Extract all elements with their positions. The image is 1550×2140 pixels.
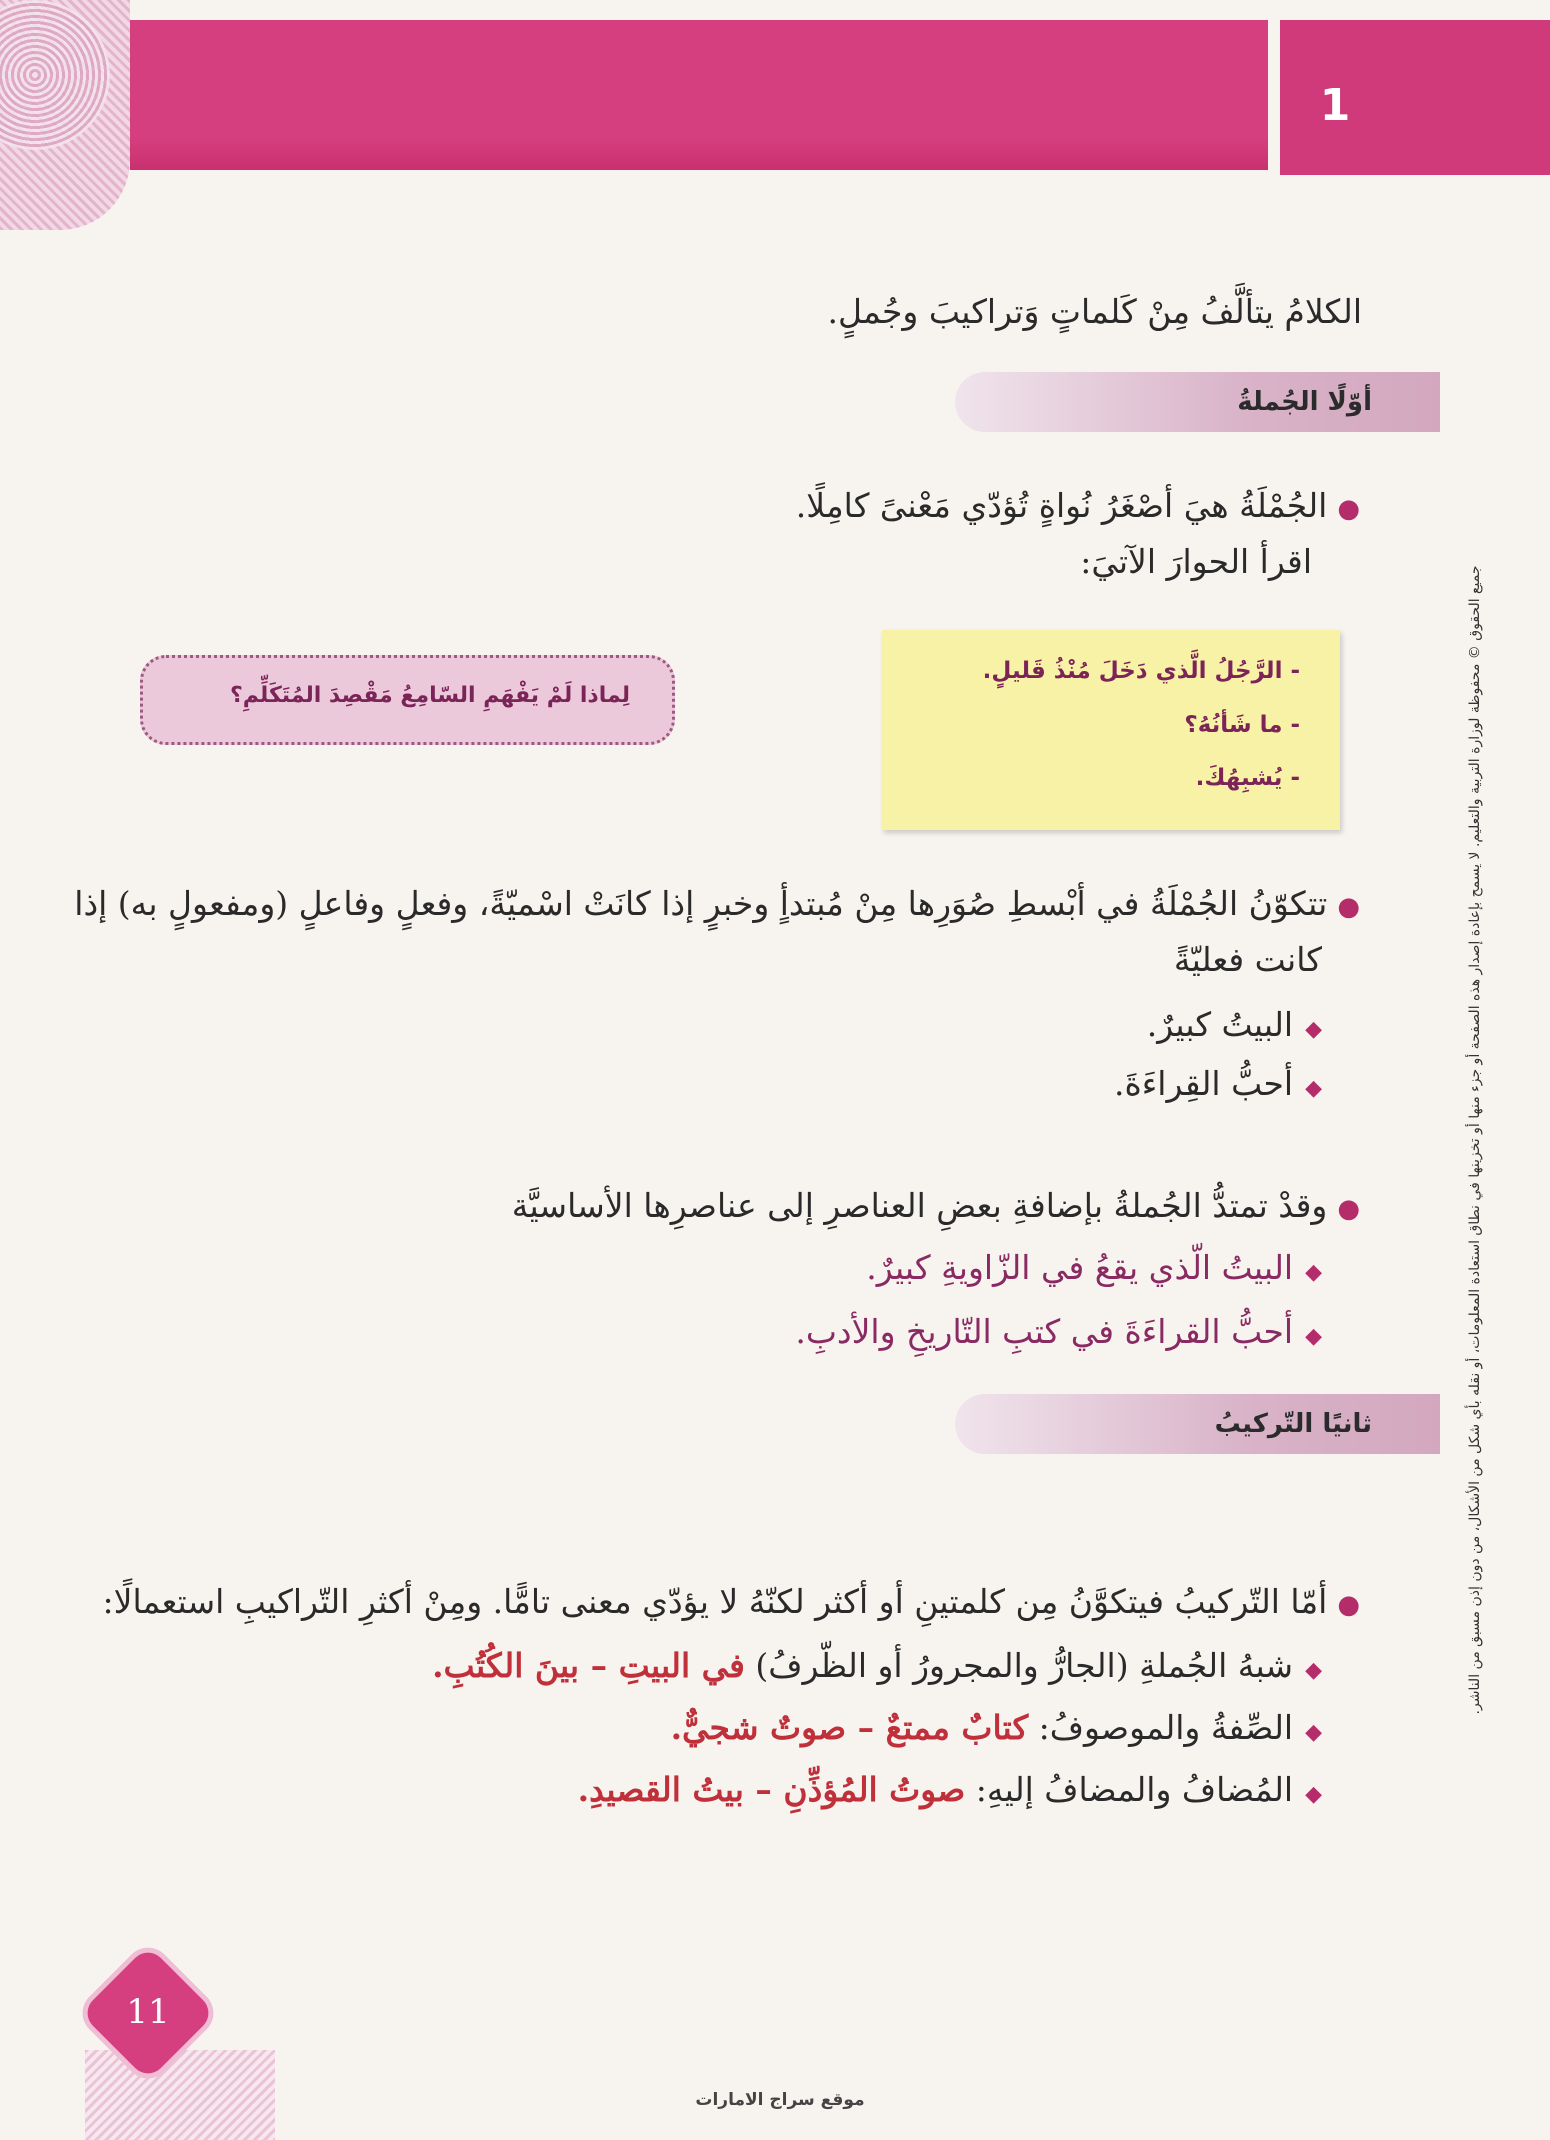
example-text: البيتُ كبيرٌ. xyxy=(1146,1005,1294,1044)
diamond-bullet-icon: ◆ xyxy=(1305,1324,1322,1349)
diamond-bullet-icon: ◆ xyxy=(1305,1017,1322,1042)
extension-text: وقدْ تمتدُّ الجُملةُ بإضافةِ بعضِ العناصرِ إلى عناصرِها الأساسيَّة xyxy=(511,1186,1328,1225)
example-text: البيتُ الّذي يقعُ في الزّاويةِ كبيرٌ. xyxy=(866,1248,1294,1287)
structure-bullet xyxy=(74,882,1360,929)
question-note xyxy=(140,655,675,745)
compound-item xyxy=(671,1706,1322,1755)
dialogue-line: - يُشبِهُكَ. xyxy=(1195,765,1300,791)
extension-bullet xyxy=(512,1184,1360,1231)
diamond-bullet-icon: ◆ xyxy=(1305,1782,1322,1807)
structure-text-line2: كانت فعليّةً xyxy=(1173,940,1322,979)
diamond-bullet-icon: ◆ xyxy=(1305,1658,1322,1683)
compound-label: المُضافُ والمضافُ إليهِ: xyxy=(975,1770,1294,1809)
compound-bullet xyxy=(103,1580,1361,1627)
dialogue-line: - ما شَأنُهُ؟ xyxy=(1184,712,1300,738)
instruction-text: اقرأ الحوارَ الآتيَ: xyxy=(1080,542,1312,581)
footer-pattern-decoration xyxy=(85,2050,275,2140)
example-item xyxy=(1147,1003,1322,1052)
bullet-icon: ● xyxy=(1337,494,1360,524)
compound-label: شبهُ الجُملةِ (الجارُّ والمجرورُ أو الظّرفُ) xyxy=(755,1646,1294,1685)
page-number: 11 xyxy=(126,1992,170,2032)
section-title-compound: ثانيًا التّركيبُ xyxy=(1214,1409,1372,1439)
extended-example-item xyxy=(866,1246,1322,1295)
dialogue-line: - الرَّجُلُ الَّذي دَخَلَ مُنْذُ قَليلٍ. xyxy=(982,658,1300,684)
compound-example: صوتُ المُؤذِّنِ – بيتُ القصيدِ. xyxy=(577,1770,966,1809)
definition-bullet xyxy=(796,484,1360,531)
bullet-icon: ● xyxy=(1337,1194,1360,1224)
diamond-bullet-icon: ◆ xyxy=(1305,1076,1322,1101)
compound-example: كتابٌ ممتعٌ – صوتٌ شجيٌّ. xyxy=(670,1708,1029,1747)
footer-site-label: موقع سراج الامارات xyxy=(695,2090,865,2110)
compound-label: الصِّفةُ والموصوفُ: xyxy=(1038,1708,1294,1747)
corner-pattern-decoration xyxy=(0,0,130,230)
compound-item xyxy=(432,1644,1322,1693)
compound-example: في البيتِ – بينَ الكُتُبِ. xyxy=(432,1646,745,1685)
section-title-sentence: أوّلًا الجُملةُ xyxy=(1237,387,1372,417)
question-text: لِماذا لَمْ يَفْهَمِ السّامِعُ مَقْصِدَ المُتَكَلِّمِ؟ xyxy=(229,683,630,708)
bullet-icon: ● xyxy=(1337,892,1360,922)
copyright-note xyxy=(1462,520,1488,1760)
structure-text-line1: تتكوّنُ الجُمْلَةُ في أبْسطِ صُوَرِها مِنْ مُبتدأٍ وخبرٍ إذا كانَتْ اسْميّةً، وفعلٍ وفاعلٍ (ومفعولٍ به) إذا xyxy=(74,884,1328,923)
chapter-number: 1 xyxy=(1319,80,1351,131)
extended-example-item xyxy=(795,1310,1322,1359)
diamond-bullet-icon: ◆ xyxy=(1305,1260,1322,1285)
example-text: أحبُّ القراءَةَ في كتبِ التّاريخِ والأدبِ. xyxy=(795,1312,1294,1351)
compound-text: أمّا التّركيبُ فيتكوَّنُ مِن كلمتينِ أو أكثر لكنّهُ لا يؤدّي معنى تامًّا. ومِنْ أكثرِ التّراكيبِ استعمالًا: xyxy=(102,1582,1328,1621)
definition-text: الجُمْلَةُ هيَ أصْغَرُ نُواةٍ تُؤدّي مَعْنىً كامِلًا. xyxy=(795,486,1328,525)
dialogue-sticky-note xyxy=(882,630,1340,830)
header-divider xyxy=(1268,20,1280,175)
diamond-bullet-icon: ◆ xyxy=(1305,1720,1322,1745)
copyright-text: جميع الحقوق © محفوظة لوزارة التربية والتعليم. لا يسمح بإعادة إصدار هذه الصفحة أو جزء منها أو تخزينها في نطاق استعادة المعلومات، أو نقله بأي شكل من الأشكال، من دون إذن مسبق من الناشر. xyxy=(1467,565,1483,1715)
example-text: أحبُّ القِراءَةَ. xyxy=(1114,1064,1294,1103)
example-item xyxy=(1114,1062,1322,1111)
intro-sentence: الكلامُ يتألَّفُ مِنْ كَلماتٍ وَتراكيبَ وجُملٍ. xyxy=(827,292,1362,331)
bullet-icon: ● xyxy=(1337,1590,1360,1620)
compound-item xyxy=(578,1768,1322,1817)
